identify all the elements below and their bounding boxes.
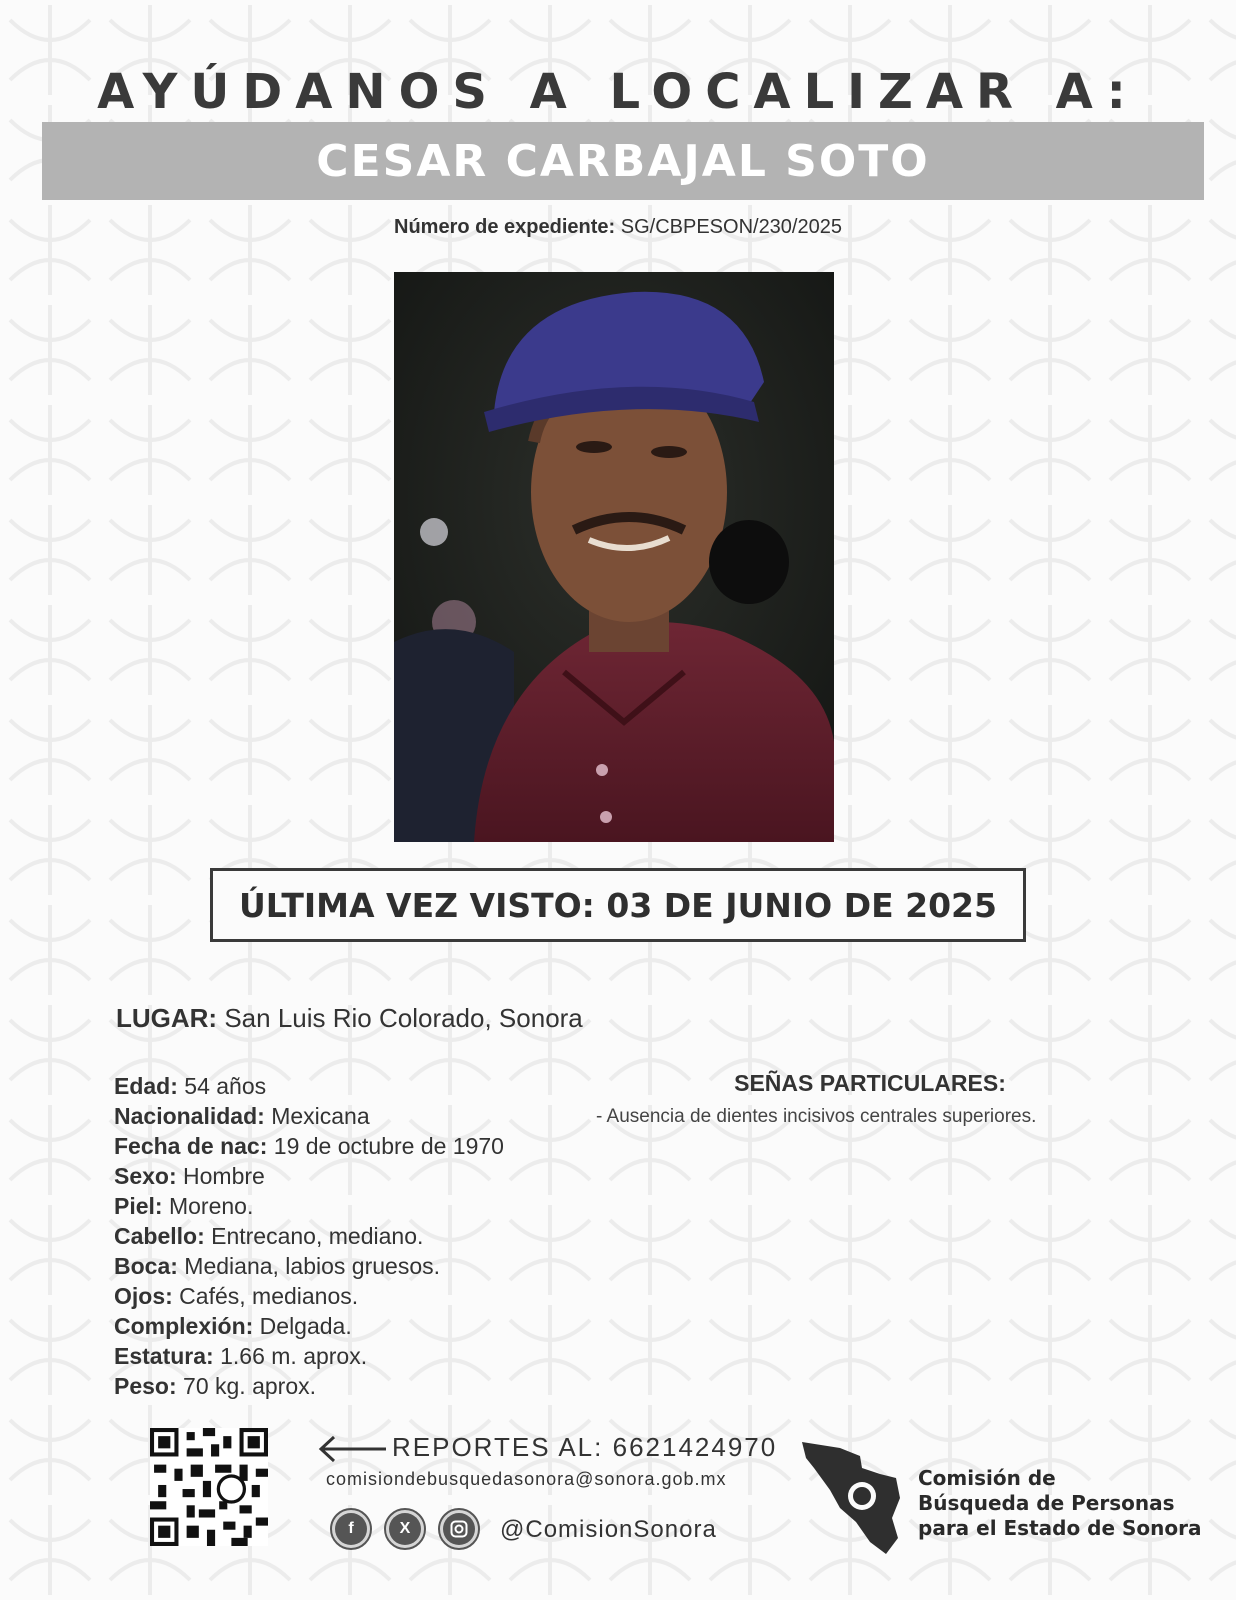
detail-value: 1.66 m. aprox.: [220, 1343, 368, 1369]
detail-row: [114, 1161, 614, 1191]
detail-label: Fecha de nac:: [114, 1133, 268, 1159]
x-link[interactable]: [384, 1508, 426, 1550]
report-line: [392, 1432, 777, 1463]
detail-value: 54 años: [184, 1073, 267, 1099]
detail-label: Edad:: [114, 1073, 178, 1099]
instagram-link[interactable]: [438, 1508, 480, 1550]
detail-row: [114, 1341, 614, 1371]
distinguishing-marks-text: - Ausencia de dientes incisivos centrales superiores.: [596, 1106, 1037, 1127]
detail-row: [114, 1131, 614, 1161]
detail-value: Entrecano, mediano.: [211, 1223, 424, 1249]
qr-code-icon[interactable]: [150, 1428, 268, 1546]
detail-row: [114, 1251, 614, 1281]
org-line-1: Comisión de: [918, 1466, 1056, 1490]
report-label: REPORTES AL:: [392, 1432, 604, 1462]
detail-label: Sexo:: [114, 1163, 177, 1189]
contact-email[interactable]: comisiondebusquedasonora@sonora.gob.mx: [326, 1469, 727, 1489]
last-seen-box: [210, 868, 1026, 942]
social-handle[interactable]: @ComisionSonora: [500, 1516, 717, 1543]
detail-row: [114, 1221, 614, 1251]
detail-value: Mexicana: [271, 1103, 370, 1129]
detail-label: Peso:: [114, 1373, 177, 1399]
case-number-value: SG/CBPESON/230/2025: [620, 216, 842, 238]
detail-value: Cafés, medianos.: [179, 1283, 359, 1309]
org-line-2: Búsqueda de Personas: [918, 1491, 1175, 1515]
detail-row: [114, 1071, 614, 1101]
detail-value: Hombre: [183, 1163, 265, 1189]
sonora-map-logo-icon: [800, 1438, 910, 1558]
last-seen-date: ÚLTIMA VEZ VISTO: 03 DE JUNIO DE 2025: [239, 885, 997, 925]
report-phone[interactable]: 6621424970: [612, 1432, 778, 1462]
facebook-icon: f: [335, 1513, 367, 1545]
detail-value: Moreno.: [168, 1193, 254, 1219]
detail-label: Piel:: [114, 1193, 163, 1219]
detail-row: [114, 1191, 614, 1221]
distinguishing-marks-title: SEÑAS PARTICULARES:: [734, 1070, 1006, 1096]
person-name: CESAR CARBAJAL SOTO: [316, 135, 930, 187]
name-banner: [42, 122, 1204, 200]
organization-name: [918, 1466, 1202, 1541]
detail-label: Boca:: [114, 1253, 178, 1279]
facebook-link[interactable]: [330, 1508, 372, 1550]
detail-row: [114, 1101, 614, 1131]
physical-details: [114, 1071, 614, 1401]
person-photo: [394, 272, 834, 842]
x-icon: X: [389, 1513, 421, 1545]
detail-label: Estatura:: [114, 1343, 214, 1369]
detail-row: [114, 1371, 614, 1401]
detail-label: Nacionalidad:: [114, 1103, 265, 1129]
detail-row: [114, 1311, 614, 1341]
case-number-label: Número de expediente:: [394, 216, 616, 238]
location-value: San Luis Rio Colorado, Sonora: [224, 1003, 583, 1033]
arrow-left-icon: [318, 1434, 388, 1464]
detail-label: Cabello:: [114, 1223, 205, 1249]
detail-value: 19 de octubre de 1970: [273, 1133, 504, 1159]
detail-value: Delgada.: [259, 1313, 352, 1339]
detail-label: Complexión:: [114, 1313, 254, 1339]
detail-row: [114, 1281, 614, 1311]
detail-value: Mediana, labios gruesos.: [184, 1253, 441, 1279]
location: [116, 1003, 583, 1034]
instagram-icon: [443, 1513, 475, 1545]
org-line-3: para el Estado de Sonora: [918, 1516, 1202, 1540]
detail-value: 70 kg. aprox.: [183, 1373, 316, 1399]
case-number: [0, 216, 1236, 239]
headline: AYÚDANOS A LOCALIZAR A:: [97, 64, 1139, 120]
detail-label: Ojos:: [114, 1283, 173, 1309]
location-label: LUGAR:: [116, 1003, 218, 1033]
